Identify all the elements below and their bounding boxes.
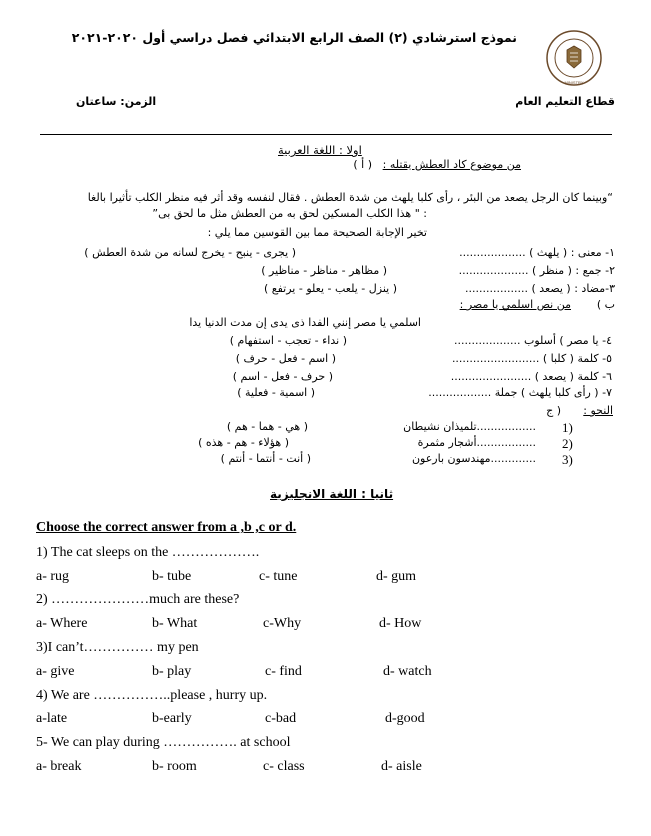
q1-text: ١- معنى : ( يلهث ) ................... xyxy=(459,246,615,259)
instruction: تخير الإجابة الصحيحة مما بين القوسين مما يلي : xyxy=(207,226,427,239)
q7-options: ( اسمية - فعلية ) xyxy=(237,386,315,399)
eq4-text: 4) We are ……………..please , hurry up. xyxy=(36,688,268,703)
q4-options: ( نداء - تعجب - استفهام ) xyxy=(229,334,347,347)
eq3-option-a: a- give xyxy=(36,664,75,679)
n1-number: 1) xyxy=(562,420,573,435)
q6-options: ( حرف - فعل - اسم ) xyxy=(232,370,333,383)
eq4-option-a: a-late xyxy=(36,711,68,726)
passage-line-1: “وبينما كان الرجل يصعد من البئر ، رأى كلبا يلهث من شدة العطش . فقال لنفسه وقد أثر فيه منظر الكلب تأثيرا بالغا xyxy=(87,191,613,204)
sector-label: قطاع التعليم العام xyxy=(515,95,615,108)
page-title: نموذج استرشادي (٢) الصف الرابع الابتدائي فصل دراسي أول ٢٠٢٠-٢٠٢١ xyxy=(71,30,517,45)
n3-text: .............مهندسون بارعون xyxy=(411,452,536,465)
arabic-section-title: اولا : اللغة العربية xyxy=(278,143,362,157)
eq1-text: 1) The cat sleeps on the ………………. xyxy=(36,545,260,560)
n1-text: .................تلميذان نشيطان xyxy=(403,420,536,433)
header-divider xyxy=(40,134,612,135)
eq2-text: 2) …………………much are these? xyxy=(36,592,240,607)
q3-options: ( ينزل - يلعب - يعلو - يرتفع ) xyxy=(263,282,397,295)
q2-text: ٢- جمع : ( منظر ) .................... xyxy=(458,264,615,277)
english-instruction: Choose the correct answer from a ,b ,c or d. xyxy=(36,520,297,535)
q3-text: ٣-مضاد : ( يصعد ) .................. xyxy=(465,282,615,295)
q5-text: ٥- كلمة ( كلبا ) ......................... xyxy=(451,352,612,365)
eq2-option-b: b- What xyxy=(152,616,198,631)
n3-number: 3) xyxy=(562,452,573,467)
eq5-option-d: d- aisle xyxy=(381,759,422,774)
eq1-option-c: c- tune xyxy=(259,569,298,584)
part-a-label: ( أ ) xyxy=(353,158,372,171)
part-a-title: من موضوع كاد العطش يقتله : xyxy=(382,158,521,171)
n2-options: ( هؤلاء - هم - هذه ) xyxy=(198,436,289,449)
passage-line-2: : " هذا الكلب المسكين لحق به من العطش مثل ما لحق بى” xyxy=(152,207,427,220)
q4-text: ٤- يا مصر ) أسلوب ................... xyxy=(454,334,612,347)
n2-text: .................أشجار مثمرة xyxy=(417,436,536,449)
eq2-option-d: d- How xyxy=(379,616,422,631)
ministry-logo xyxy=(537,28,611,88)
eq4-option-b: b-early xyxy=(152,711,192,726)
q6-text: ٦- كلمة ( يصعد ) ....................... xyxy=(450,370,612,383)
eq2-option-c: c-Why xyxy=(263,616,302,631)
n3-options: ( أنت - أنتما - أنتم ) xyxy=(220,452,311,465)
eq3-option-b: b- play xyxy=(152,664,192,679)
n1-options: ( هي - هما - هم ) xyxy=(226,420,308,433)
eq3-option-d: d- watch xyxy=(383,664,432,679)
n2-number: 2) xyxy=(562,436,573,451)
part-b-title: من نص اسلمي يا مصر : xyxy=(459,298,571,311)
part-c-title: النحو : xyxy=(583,404,613,417)
time-label: الزمن: ساعتان xyxy=(76,95,157,108)
eq2-option-a: a- Where xyxy=(36,616,88,631)
q1-options: ( يجرى - ينبح - يخرج لسانه من شدة العطش ) xyxy=(84,246,296,259)
eq3-text: 3)I can’t…………… my pen xyxy=(36,640,199,655)
verse: اسلمي يا مصر إنني الفدا ذى يدى إن مدت الدنيا يدا xyxy=(189,316,421,329)
eq4-option-d: d-good xyxy=(385,711,425,726)
eq5-option-b: b- room xyxy=(152,759,197,774)
part-c-label: ( ج xyxy=(546,404,561,417)
q2-options: ( مظاهر - مناظر - مناظير ) xyxy=(261,264,387,277)
svg-text:MINISTRY: MINISTRY xyxy=(564,80,584,85)
eq5-option-a: a- break xyxy=(36,759,82,774)
q7-text: ٧- ( رأى كلبا يلهث ) جملة .................. xyxy=(428,386,612,399)
eq1-option-d: d- gum xyxy=(376,569,417,584)
part-b-label: ب ) xyxy=(596,298,615,311)
eq1-option-a: a- rug xyxy=(36,569,70,584)
eq1-option-b: b- tube xyxy=(152,569,192,584)
q5-options: ( اسم - فعل - حرف ) xyxy=(235,352,336,365)
english-section-title: ثانيا : اللغة الانجليزية xyxy=(270,487,394,501)
eq5-option-c: c- class xyxy=(263,759,305,774)
eq4-option-c: c-bad xyxy=(265,711,297,726)
eq3-option-c: c- find xyxy=(265,664,302,679)
eq5-text: 5- We can play during ……………. at school xyxy=(36,735,291,750)
